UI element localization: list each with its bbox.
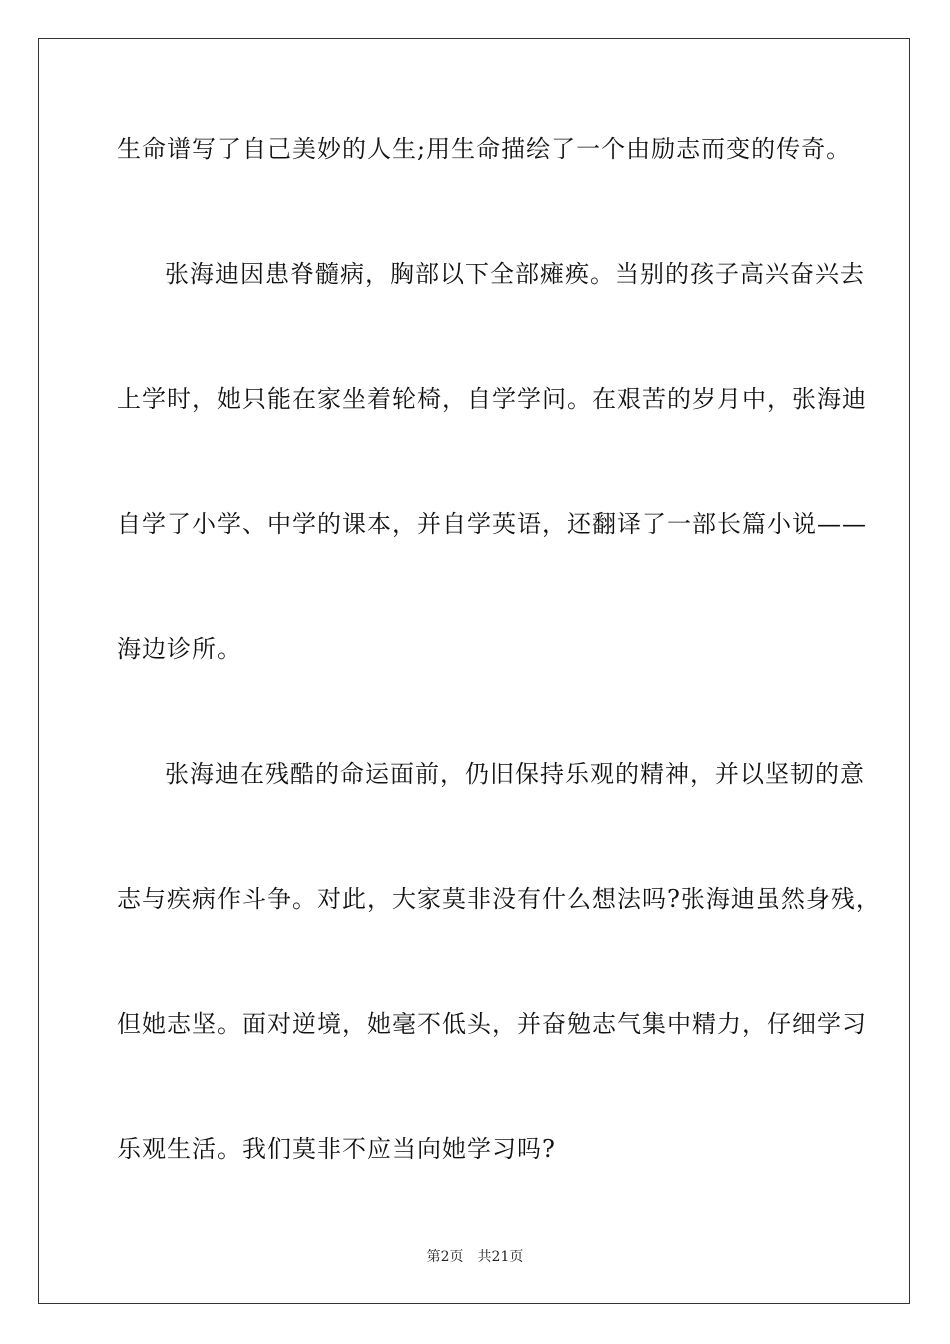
page-footer <box>0 1248 950 1266</box>
paragraph-line: 张海迪因患脊髓病，胸部以下全部瘫痪。当别的孩子高兴奋兴去 <box>165 260 865 288</box>
page-number: 第2页 <box>426 1249 464 1265</box>
paragraph-line: 志与疾病作斗争。对此，大家莫非没有什么想法吗?张海迪虽然身残， <box>117 885 881 913</box>
paragraph-line: 上学时，她只能在家坐着轮椅，自学学问。在艰苦的岁月中，张海迪 <box>117 385 867 413</box>
paragraph-line: 自学了小学、中学的课本，并自学英语，还翻译了一部长篇小说—— <box>117 510 867 538</box>
paragraph-line: 张海迪在残酷的命运面前，仍旧保持乐观的精神，并以坚韧的意 <box>165 760 865 788</box>
paragraph-line: 生命谱写了自己美妙的人生;用生命描绘了一个由励志而变的传奇。 <box>117 135 852 163</box>
paragraph-line: 乐观生活。我们莫非不应当向她学习吗? <box>117 1135 556 1163</box>
paragraph-line: 但她志坚。面对逆境，她毫不低头，并奋勉志气集中精力，仔细学习 <box>117 1010 867 1038</box>
page-border <box>38 38 910 1304</box>
paragraph-line: 海边诊所。 <box>117 635 242 663</box>
page-total: 共21页 <box>477 1249 524 1265</box>
